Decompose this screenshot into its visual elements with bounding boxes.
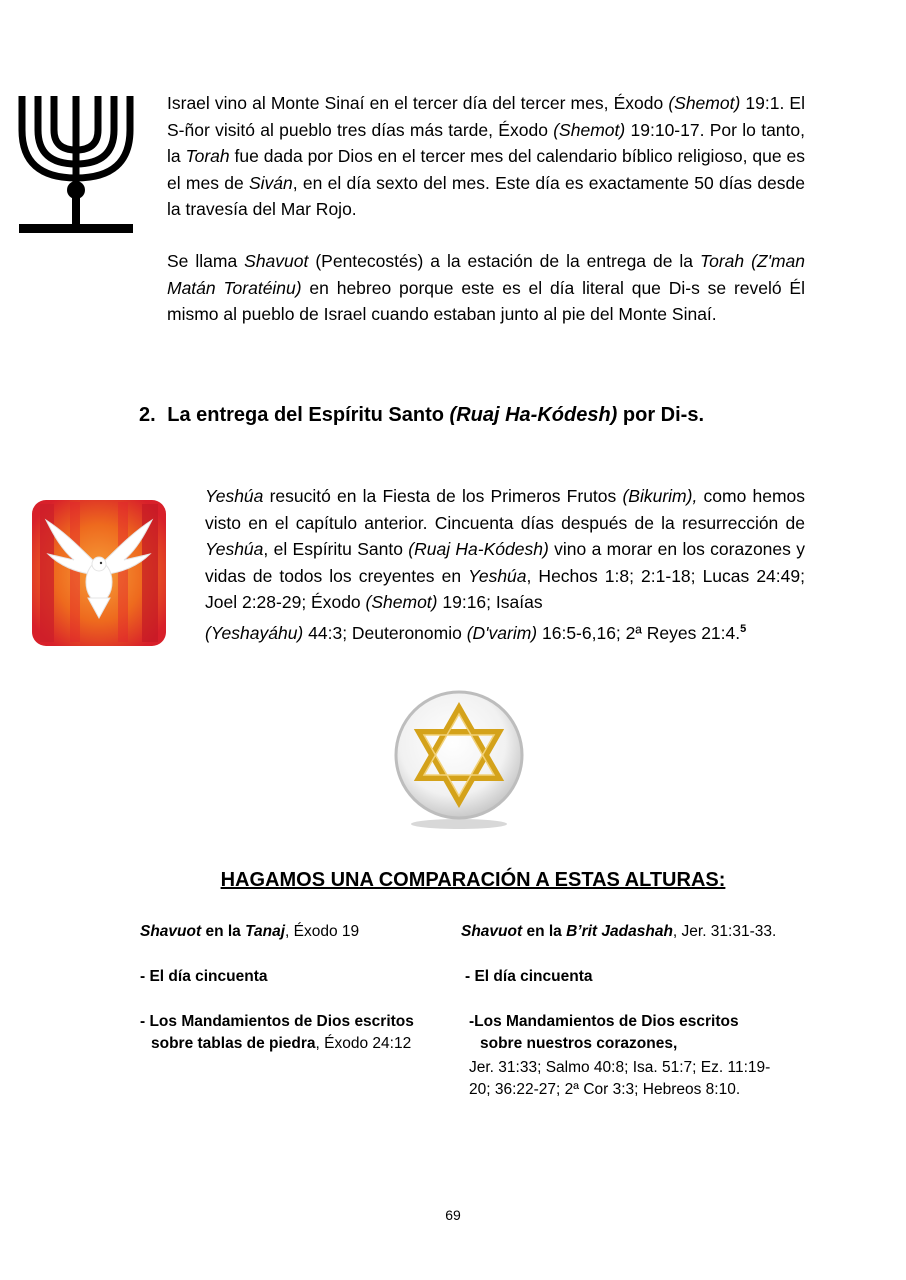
page-number: 69 <box>445 1207 461 1223</box>
section-heading-holy-spirit: 2. La entrega del Espíritu Santo (Ruaj Ha-Kódesh) por Di-s. <box>139 404 704 426</box>
right-item-references: Jer. 31:33; Salmo 40:8; Isa. 51:7; Ez. 11:19-20; 36:22-27; 2ª Cor 3:3; Hebreos 8:10. <box>469 1059 771 1098</box>
menorah-icon <box>16 92 136 237</box>
comparison-left-column <box>140 921 450 1055</box>
right-column-title: Shavuot en la B’rit Jadashah, Jer. 31:31-33. <box>461 923 777 940</box>
left-item-commandments: - Los Mandamientos de Dios escritos sobre tablas de piedra, Éxodo 24:12 <box>140 1013 414 1052</box>
dove-image <box>26 494 172 652</box>
star-of-david-icon <box>392 688 526 830</box>
left-item-fiftieth-day: - El día cincuenta <box>140 968 268 985</box>
left-column-title: Shavuot en la Tanaj, Éxodo 19 <box>140 923 360 940</box>
comparison-right-column <box>461 921 801 1101</box>
paragraph-holy-spirit: Yeshúa resucitó en la Fiesta de los Primeros Frutos (Bikurim), como hemos visto en el capítulo anterior. Cincuenta días después de la resurrección de Yeshúa, el Espíritu Santo (Ruaj Ha-Kódesh) vino a morar en los corazones y vidas de todos los creyentes en Yeshúa, Hechos 1:8; 2:1-18; Lucas 24:49; Joel 2:28-29; Éxodo (Shemot) 19:16; Isaías (Yeshayáhu) 44:3; Deuteronomio (D'varim) 16:5-6,16; 2ª Reyes 21:4.$^5$ <box>205 486 806 643</box>
right-item-fiftieth-day: - El día cincuenta <box>465 968 593 985</box>
comparison-heading: HAGAMOS UNA COMPARACIÓN A ESTAS ALTURAS: <box>220 869 726 891</box>
heading-number: 2. <box>139 404 156 426</box>
paragraph-shavuot-name: Se llama Shavuot (Pentecostés) a la estación de la entrega de la Torah (Z'man Matán Toratéinu) en hebreo porque este es el día literal que Di-s se reveló Él mismo al pueblo de Israel cuando estaban junto al pie del Monte Sinaí. <box>167 251 805 324</box>
paragraph-torah-given: Israel vino al Monte Sinaí en el tercer día del tercer mes, Éxodo (Shemot) 19:1. El S-ñor visitó al pueblo tres días más tarde, Éxodo (Shemot) 19:10-17. Por lo tanto, la Torah fue dada por Dios en el tercer mes del calendario bíblico religioso, que es el mes de Siván, en el día sexto del mes. Este día es exactamente 50 días desde la travesía del Mar Rojo. <box>167 93 805 219</box>
footnote-marker: 5 <box>740 622 747 635</box>
right-item-commandments: -Los Mandamientos de Dios escritos sobre nuestros corazones, Jer. 31:33; Salmo 40:8; Isa. 51:7; Ez. 11:19-20; 36:22-27; 2ª Cor 3:3; Hebreos 8:10. <box>461 1011 801 1101</box>
